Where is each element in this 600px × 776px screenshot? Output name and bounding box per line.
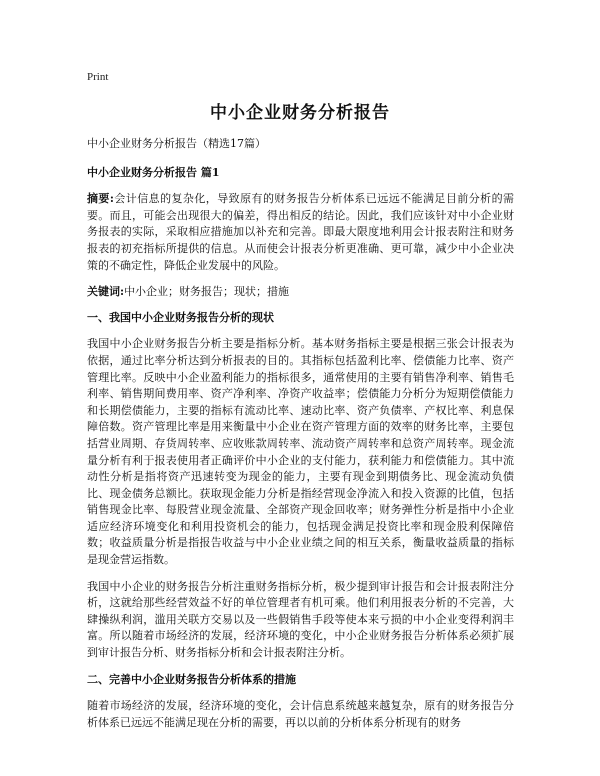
document-content [87,136,514,741]
keywords-label: 关键词: [87,285,125,299]
section-2-heading: 二、完善中小企业财务报告分析体系的措施 [87,672,296,686]
section-2-paragraph-1: 随着市场经济的发展，经济环境的变化，会计信息系统越来越复杂，原有的财务报告分析体系已远远不能满足现在分析的需要，再以以前的分析体系分析现有的财务 [87,699,514,729]
abstract-paragraph [87,191,514,274]
abstract-text: 会计信息的复杂化，导致原有的财务报告分析体系已远远不能满足目前分析的需要。而且，可能会出现很大的偏差，得出相反的结论。因此，我们应该针对中小企业财务报表的实际，采取相应措施加以补充和完善。即最大限度地利用会计报表附注和财务报表的初充指标所提供的信息。从而使会计报表分析更准确、更可靠，减少中小企业决策的不确定性，降低企业发展中的风险。 [87,192,514,272]
keywords-paragraph [87,284,514,301]
section-1-heading: 一、我国中小企业财务报告分析的现状 [87,310,274,324]
abstract-label: 摘要: [87,192,114,206]
page-title: 中小企业财务分析报告 [210,103,390,123]
print-link[interactable]: Print [87,71,109,83]
section-1-paragraph-2: 我国中小企业的财务报告分析注重财务指标分析，极少提到审计报告和会计报表附注分析，这就给那些经营效益不好的单位管理者有机可乘。他们利用报表分析的不完善，大肆操纵利润，滥用关联方交易以及一些假销售手段等使本来亏损的中小企业变得利润丰富。所以随着市场经济的发展，经济环境的变化，中小企业财务报告分析体系必须扩展到审计报告分析、财务指标分析和会计报表附注分析。 [87,579,514,660]
document-subtitle: 中小企业财务分析报告（精选17篇） [87,137,266,150]
article-heading: 中小企业财务分析报告 篇1 [87,165,220,179]
section-1-paragraph-1: 我国中小企业财务报告分析主要是指标分析。基本财务指标主要是根据三张会计报表为依据，通过比率分析达到分析报表的目的。其指标包括盈利比率、偿债能力比率、资产管理比率。反映中小企业盈利能力的指标很多，通常使用的主要有销售净利率、销售毛利率、销售期间费用率、资产净利率、净资产收益率；偿债能力分析分为短期偿债能力和长期偿债能力，主要的指标有流动比率、速动比率、资产负债率、产权比率、利息保障倍数。资产管理比率是用来衡量中小企业在资产管理方面的效率的财务比率，主要包括营业周期、存货周转率、应收账款周转率、流动资产周转率和总资产周转率。现金流量分析有利于报表使用者正确评价中小企业的支付能力，获利能力和偿债能力。其中流动性分析是指将资产迅速转变为现金的能力，主要有现金到期债务比、现金流动负债比、现金债务总额比。获取现金能力分析是指经营现金净流入和投入资源的比值，包括销售现金比率、每股营业现金流量、全部资产现金回收率；财务弹性分析是指中小企业适应经济环境变化和利用投资机会的能力，包括现金满足投资比率和现金股利保障倍数；收益质量分析是指报告收益与中小企业业绩之间的相互关系，衡量收益质量的指标是现金营运指数。 [87,337,514,567]
keywords-text: 中小企业；财务报告；现状；措施 [124,285,290,299]
